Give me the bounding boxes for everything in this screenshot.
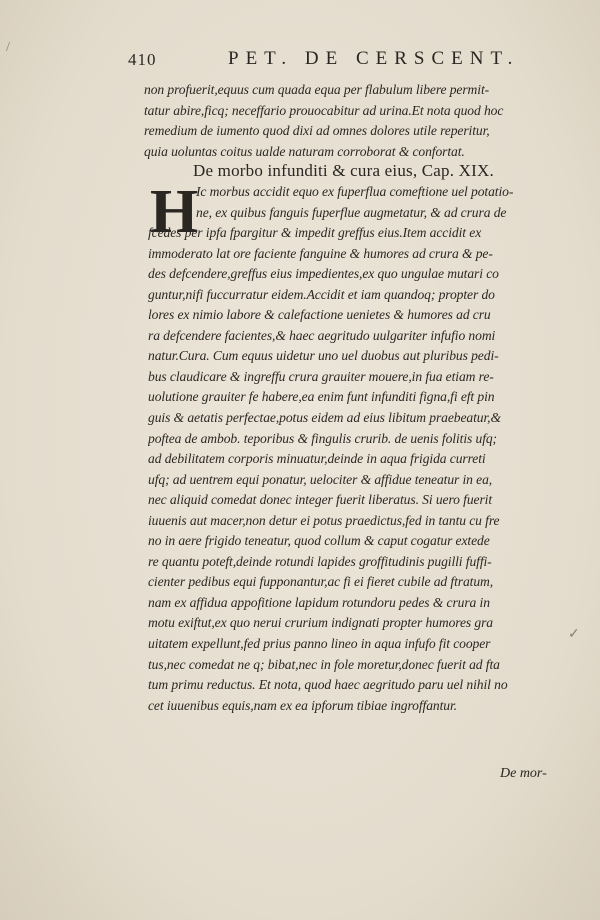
text-line: non profuerit,equus cum quada equa per flabulum libere permit- <box>144 82 490 97</box>
text-line: no in aere frigido teneatur, quod collum & caput cogatur extede <box>148 533 490 549</box>
text-line: poftea de ambob. teporibus & fingulis crurib. de uenis folitis ufq; <box>148 430 497 446</box>
chapter-text <box>148 182 586 716</box>
text-line: quia uoluntas coitus ualde naturam corroborat & confortat. <box>144 143 465 159</box>
text-line: ra defcendere facientes,& haec aegritudo uulgariter infufio nomi <box>148 327 496 343</box>
text-line: ne, ex quibus fanguis fuperflue augmetatur, & ad crura de <box>196 204 507 220</box>
text-line: nam ex affidua appofitione lapidum rotundoru pedes & crura in <box>148 594 490 610</box>
text-line: lores ex nimio labore & calefactione uenietes & humores ad cru <box>148 307 491 323</box>
text-line: tus,nec comedat ne q; bibat,nec in fole moretur,donec fuerit ad fta <box>148 656 500 672</box>
text-line: uolutione grauiter fe habere,ea enim funt infunditi figna,fi eft pin <box>148 389 495 405</box>
text-line: guntur,nifi fuccurratur eidem.Accidit et iam quandoq; propter do <box>148 286 495 302</box>
text-line: nec aliquid comedat donec integer fuerit liberatus. Si uero fuerit <box>148 492 493 508</box>
margin-smudge-mark: / <box>6 40 10 55</box>
text-line: des defcendere,greffus eius impedientes,ex quo ungulae mutari co <box>148 266 499 282</box>
text-line: uitatem expellunt,fed prius panno lineo in aqua infufo fit cooper <box>148 636 491 652</box>
text-line: bus claudicare & ingreffu crura grauiter mouere,in fua etiam re- <box>148 368 494 384</box>
text-line: remedium de iumento quod dixi ad omnes dolores utile reperitur, <box>144 123 490 139</box>
text-line: re quantu poteft,deinde rotundi lapides groffitudinis pugilli fuffi- <box>148 553 492 569</box>
catchword: De mor- <box>500 766 547 781</box>
text-line: tatur abire,ficq; neceffario prouocabitur ad urina.Et nota quod hoc <box>144 102 504 118</box>
margin-tick-mark: ✓ <box>568 627 580 642</box>
text-line: Ic morbus accidit equo ex fuperflua comeftione uel potatio- <box>196 184 514 199</box>
chapter-heading: De morbo infunditi & cura eius, Cap. XIX. <box>193 161 494 180</box>
text-line: iuuenis aut macer,non detur ei potus praedictus,fed in tantu cu fre <box>148 512 500 528</box>
text-line: guis & aetatis perfectae,potus eidem ad eius libitum praebeatur,& <box>148 410 501 426</box>
text-line: motu exiftut,ex quo nerui crurium indignati propter humores gra <box>148 615 493 631</box>
text-line: natur.Cura. Cum equus uidetur uno uel duobus aut pluribus pedi- <box>148 348 499 364</box>
text-line: fcedes per ipfa fpargitur & impedit greffus eius.Item accidit ex <box>148 225 482 241</box>
text-line: ufq; ad uentrem equi ponatur, uelociter & affidue teneatur in ea, <box>148 471 493 487</box>
running-title: PET. DE CERSCENT. <box>228 48 520 69</box>
text-line: cienter pedibus equi fupponantur,ac fi ei fieret cubile ad ftratum, <box>148 574 494 590</box>
text-block-before-chapter <box>144 80 574 162</box>
text-line: ad debilitatem corporis minuatur,deinde in aqua frigida curreti <box>148 451 486 467</box>
text-line: tum primu reductus. Et nota, quod haec aegritudo paru uel nihil no <box>148 677 508 693</box>
drop-capital: H <box>150 178 199 246</box>
text-line: immoderato lat ore faciente fanguine & humores ad crura & pe- <box>148 245 493 261</box>
text-line: cet iuuenibus equis,nam ex ea ipforum tibiae ingroffantur. <box>148 697 457 713</box>
folio-number: 410 <box>128 50 157 69</box>
page-header <box>128 48 528 74</box>
